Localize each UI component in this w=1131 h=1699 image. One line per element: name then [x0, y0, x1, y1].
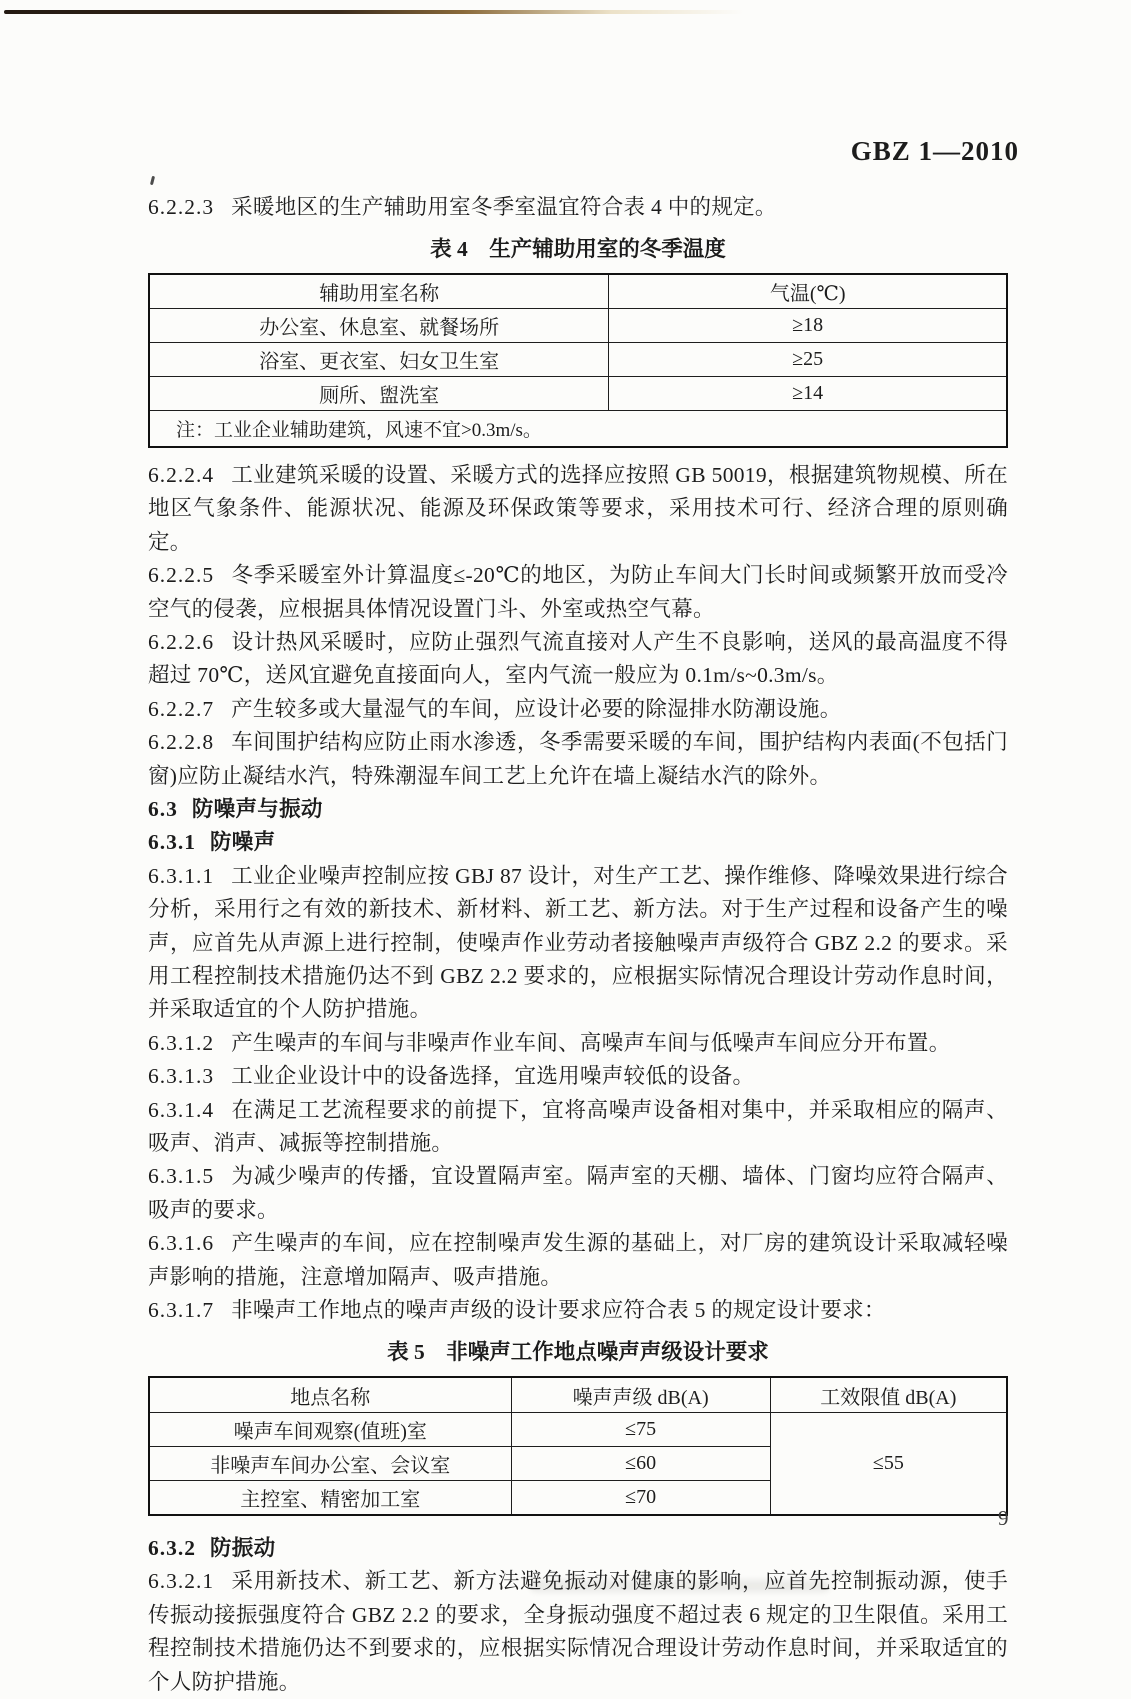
table4-note: 注：工业企业辅助建筑，风速不宜>0.3m/s。 — [149, 411, 1007, 447]
table4-note-row — [149, 411, 1007, 447]
clause-text: 产生噪声的车间，应在控制噪声发生源的基础上，对厂房的建筑设计采取减轻噪声影响的措施，注意增加隔声、吸声措施。 — [148, 1231, 1008, 1289]
table4 — [148, 273, 1008, 448]
clause-6-2-2-7 — [148, 693, 1008, 726]
table4-header-temperature: 气温(℃) — [609, 274, 1007, 309]
doc-code-header: GBZ 1—2010 — [850, 136, 1019, 166]
clause-number: 6.3.1.1 — [148, 863, 215, 888]
clause-number: 6.3.1.3 — [148, 1064, 215, 1089]
clause-6-3-1-3 — [148, 1060, 1008, 1093]
table4-cell-temp: ≥25 — [609, 343, 1007, 377]
clause-6-3-1-5 — [148, 1160, 1008, 1227]
clause-6-3-1-4 — [148, 1094, 1008, 1161]
clause-text: 工业企业设计中的设备选择，宜选用噪声较低的设备。 — [231, 1064, 755, 1089]
clause-text: 设计热风采暖时，应防止强烈气流直接对人产生不良影响，送风的最高温度不得超过 70℃，送风宜避免直接面向人，室内气流一般应为 0.1m/s~0.3m/s。 — [148, 629, 1008, 688]
clause-text: 非噪声工作地点的噪声声级的设计要求应符合表 5 的规定设计要求： — [231, 1298, 886, 1323]
clause-6-2-2-5 — [148, 559, 1008, 626]
clause-text: 工业企业噪声控制应按 GBJ 87 设计，对生产工艺、操作维修、降噪效果进行综合分析，采用行之有效的新技术、新材料、新工艺、新方法。对于生产过程和设备产生的噪声，应首先从声源上进行控制，使噪声作业劳动者接触噪声声级符合 GBZ 2.2 的要求。采用工程控制技术措施仍达不到 GBZ 2.2 要求的，应根据实际情况合理设计劳动作息时间，并采取适宜的个人防护措施。 — [148, 863, 1008, 1022]
clause-6-3-1-7 — [148, 1294, 1008, 1327]
section-heading-6-3-1 — [148, 826, 1008, 859]
table4-cell-room: 厕所、盥洗室 — [149, 377, 609, 411]
clause-6-2-2-4 — [148, 459, 1008, 559]
table5-header-efficiency-limit: 工效限值 dB(A) — [770, 1377, 1007, 1412]
clause-number: 6.3.1.4 — [148, 1097, 215, 1122]
clause-text: 产生较多或大量湿气的车间，应设计必要的除湿排水防潮设施。 — [231, 696, 842, 721]
clause-text: 工业建筑采暖的设置、采暖方式的选择应按照 GB 50019，根据建筑物规模、所在地区气象条件、能源状况、能源及环保政策等要求，采用技术可行、经济合理的原则确定。 — [148, 462, 1008, 554]
clause-6-2-2-8 — [148, 726, 1008, 793]
table5-title: 表 5 非噪声工作地点噪声声级设计要求 — [387, 1340, 769, 1365]
scan-artifact-top-line — [4, 10, 744, 14]
clause-number: 6.2.2.8 — [148, 730, 215, 755]
clause-text: 车间围护结构应防止雨水渗透，冬季需要采暖的车间，围护结构内表面(不包括门窗)应防止凝结水汽，特殊潮湿车间工艺上允许在墙上凝结水汽的除外。 — [148, 730, 1008, 788]
table4-header-row — [149, 274, 1007, 309]
table4-cell-temp: ≥14 — [609, 377, 1007, 411]
section-number: 6.3.2 — [148, 1535, 196, 1560]
section-title: 防振动 — [210, 1535, 276, 1560]
scan-speck-artifact — [150, 176, 155, 185]
clause-6-3-1-1 — [148, 860, 1008, 1027]
clause-number: 6.3.1.6 — [148, 1231, 215, 1256]
table4-title: 表 4 生产辅助用室的冬季温度 — [430, 237, 726, 262]
clause-number: 6.3.2.1 — [148, 1569, 215, 1594]
table5-cell-location: 噪声车间观察(值班)室 — [149, 1412, 511, 1446]
section-heading-6-3 — [148, 793, 1008, 826]
section-title: 防噪声 — [210, 830, 276, 855]
clause-6-2-2-6 — [148, 626, 1008, 693]
table-row — [149, 1412, 1007, 1446]
clause-number: 6.2.2.7 — [148, 696, 215, 721]
clause-text: 冬季采暖室外计算温度≤-20℃的地区，为防止车间大门长时间或频繁开放而受冷空气的侵袭，应根据具体情况设置门斗、外室或热空气幕。 — [148, 563, 1008, 621]
table-row — [149, 377, 1007, 411]
table5-cell-location: 主控室、精密加工室 — [149, 1480, 511, 1515]
section-title: 防噪声与振动 — [191, 796, 323, 821]
clause-6-3-2-1 — [148, 1565, 1008, 1699]
clause-number: 6.2.2.6 — [148, 629, 215, 654]
table4-cell-room: 浴室、更衣室、妇女卫生室 — [149, 343, 609, 377]
table5-cell-noise: ≤70 — [511, 1480, 770, 1515]
clause-6-2-2-3 — [148, 191, 1008, 224]
clause-text: 在满足工艺流程要求的前提下，宜将高噪声设备相对集中，并采取相应的隔声、吸声、消声、减振等控制措施。 — [148, 1097, 1008, 1156]
table5-cell-merged-limit: ≤55 — [770, 1412, 1007, 1515]
table5-cell-noise: ≤60 — [511, 1446, 770, 1480]
table5 — [148, 1376, 1008, 1516]
clause-text: 产生噪声的车间与非噪声作业车间、高噪声车间与低噪声车间应分开布置。 — [231, 1030, 951, 1055]
clause-text: 为减少噪声的传播，宜设置隔声室。隔声室的天棚、墙体、门窗均应符合隔声、吸声的要求。 — [148, 1164, 1008, 1222]
section-number: 6.3.1 — [148, 830, 196, 855]
clause-6-3-1-6 — [148, 1227, 1008, 1294]
page-number: 9 — [998, 1506, 1009, 1530]
table4-cell-temp: ≥18 — [609, 309, 1007, 343]
clause-number: 6.3.1.5 — [148, 1164, 215, 1189]
clause-number: 6.2.2.5 — [148, 563, 215, 588]
clause-number: 6.3.1.7 — [148, 1298, 215, 1323]
section-number: 6.3 — [148, 796, 178, 821]
table5-header-noise-level: 噪声声级 dB(A) — [511, 1377, 770, 1412]
section-heading-6-3-2 — [148, 1532, 1008, 1565]
table-row — [149, 343, 1007, 377]
clause-number: 6.2.2.3 — [148, 195, 215, 219]
table4-cell-room: 办公室、休息室、就餐场所 — [149, 309, 609, 343]
clause-text: 采暖地区的生产辅助用室冬季室温宜符合表 4 中的规定。 — [231, 195, 777, 219]
table-row — [149, 309, 1007, 343]
table5-cell-location: 非噪声车间办公室、会议室 — [149, 1446, 511, 1480]
page-content — [148, 191, 1008, 1699]
clause-number: 6.2.2.4 — [148, 462, 215, 487]
clause-text: 采用新技术、新工艺、新方法避免振动对健康的影响，应首先控制振动源，使手传振动接振强度符合 GBZ 2.2 的要求，全身振动强度不超过表 6 规定的卫生限值。采用工程控制技术措施仍达不到要求的，应根据实际情况合理设计劳动作息时间，并采取适宜的个人防护措施。 — [148, 1569, 1008, 1694]
table5-header-location: 地点名称 — [149, 1377, 511, 1412]
table5-header-row — [149, 1377, 1007, 1412]
table5-cell-noise: ≤75 — [511, 1412, 770, 1446]
clause-6-3-1-2 — [148, 1027, 1008, 1060]
table4-header-room-name: 辅助用室名称 — [149, 274, 609, 309]
clause-number: 6.3.1.2 — [148, 1030, 215, 1055]
